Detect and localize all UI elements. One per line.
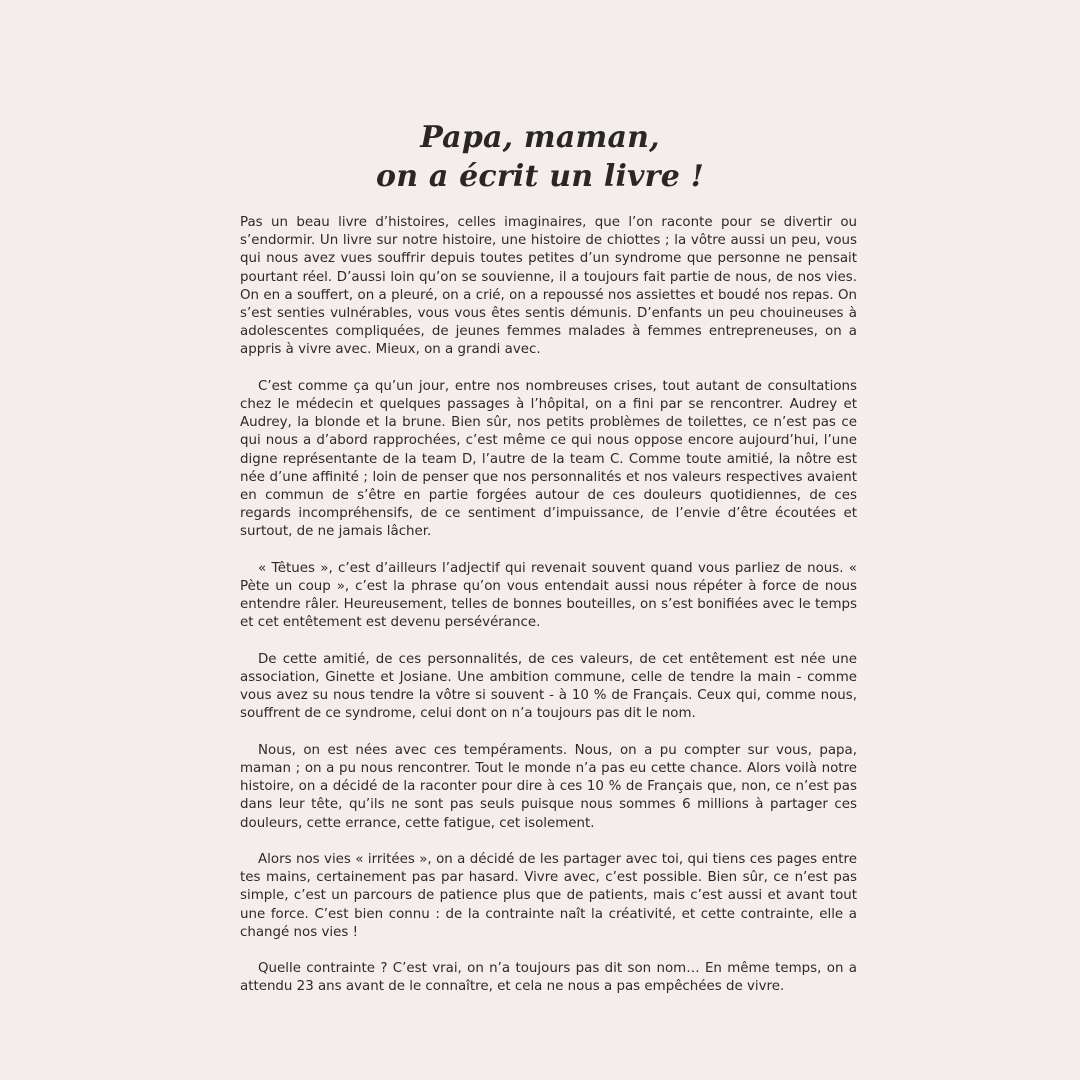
title-line-1: Papa, maman, <box>420 120 660 156</box>
title-line-2: on a écrit un livre ! <box>375 159 704 195</box>
paragraph: Pas un beau livre d’histoires, celles imaginaires, que l’on raconte pour se divertir ou s’endormir. Un livre sur notre histoire, une histoire de chiottes ; la vôtre aussi un peu, vous qui nous avez vues souffrir depuis toutes petites d’un syndrome que personne ne pensait pourtant réel. D’aussi loin qu’on se souvienne, il a toujours fait partie de nous, de nos vies. On en a souffert, on a pleuré, on a crié, on a repoussé nos assiettes et boudé nos repas. On s’est senties vulnérables, vous vous êtes sentis démunis. D’enfants un peu chouineuses à adolescentes compliquées, de jeunes femmes malades à femmes entrepreneuses, on a appris à vivre avec. Mieux, on a grandi avec. <box>240 215 857 358</box>
paragraph: C’est comme ça qu’un jour, entre nos nombreuses crises, tout autant de consultations chez le médecin et quelques passages à l’hôpital, on a fini par se rencontrer. Audrey et Audrey, la blonde et la brune. Bien sûr, nos petits problèmes de toilettes, ce n’est pas ce qui nous a d’abord rapprochées, c’est même ce qui nous oppose encore aujourd’hui, l’une digne représentante de la team D, l’autre de la team C. Comme toute amitié, la nôtre est née d’une affinité ; loin de penser que nos personnalités et nos valeurs respectives avaient en commun de s’être en partie forgées autour de ces douleurs quotidiennes, de ces regards incompréhensifs, de ce sentiment d’impuissance, de l’envie d’être écoutées et surtout, de ne jamais lâcher. <box>240 378 857 540</box>
page-title <box>0 118 1080 196</box>
paragraph: Nous, on est nées avec ces tempéraments. Nous, on a pu compter sur vous, papa, maman ; on a pu nous rencontrer. Tout le monde n’a pas eu cette chance. Alors voilà notre histoire, on a décidé de la raconter pour dire à ces 10 % de Français que, non, ce n’est pas dans leur tête, qu’ils ne sont pas seuls puisque nous sommes 6 millions à partager ces douleurs, cette errance, cette fatigue, cet isolement. <box>240 742 857 831</box>
paragraph: Quelle contrainte ? C’est vrai, on n’a toujours pas dit son nom… En même temps, on a attendu 23 ans avant de le connaître, et cela ne nous a pas empêchées de vivre. <box>240 961 857 995</box>
paragraph: « Têtues », c’est d’ailleurs l’adjectif qui revenait souvent quand vous parliez de nous. « Pète un coup », c’est la phrase qu’on vous entendait aussi nous répéter à force de nous entendre râler. Heureusement, telles de bonnes bouteilles, on s’est bonifiées avec le temps et cet entêtement est devenu persévérance. <box>240 560 857 631</box>
paragraph: Alors nos vies « irritées », on a décidé de les partager avec toi, qui tiens ces pages entre tes mains, certainement pas par hasard. Vivre avec, c’est possible. Bien sûr, ce n’est pas simple, c’est un parcours de patience plus que de patients, mais c’est aussi et avant tout une force. C’est bien connu : de la contrainte naît la créativité, et cette contrainte, elle a changé nos vies ! <box>240 852 857 940</box>
body-text <box>240 214 857 997</box>
paragraph: De cette amitié, de ces personnalités, de ces valeurs, de cet entêtement est née une association, Ginette et Josiane. Une ambition commune, celle de tendre la main - comme vous avez su nous tendre la vôtre si souvent - à 10 % de Français. Ceux qui, comme nous, souffrent de ce syndrome, celui dont on n’a toujours pas dit le nom. <box>240 651 857 722</box>
